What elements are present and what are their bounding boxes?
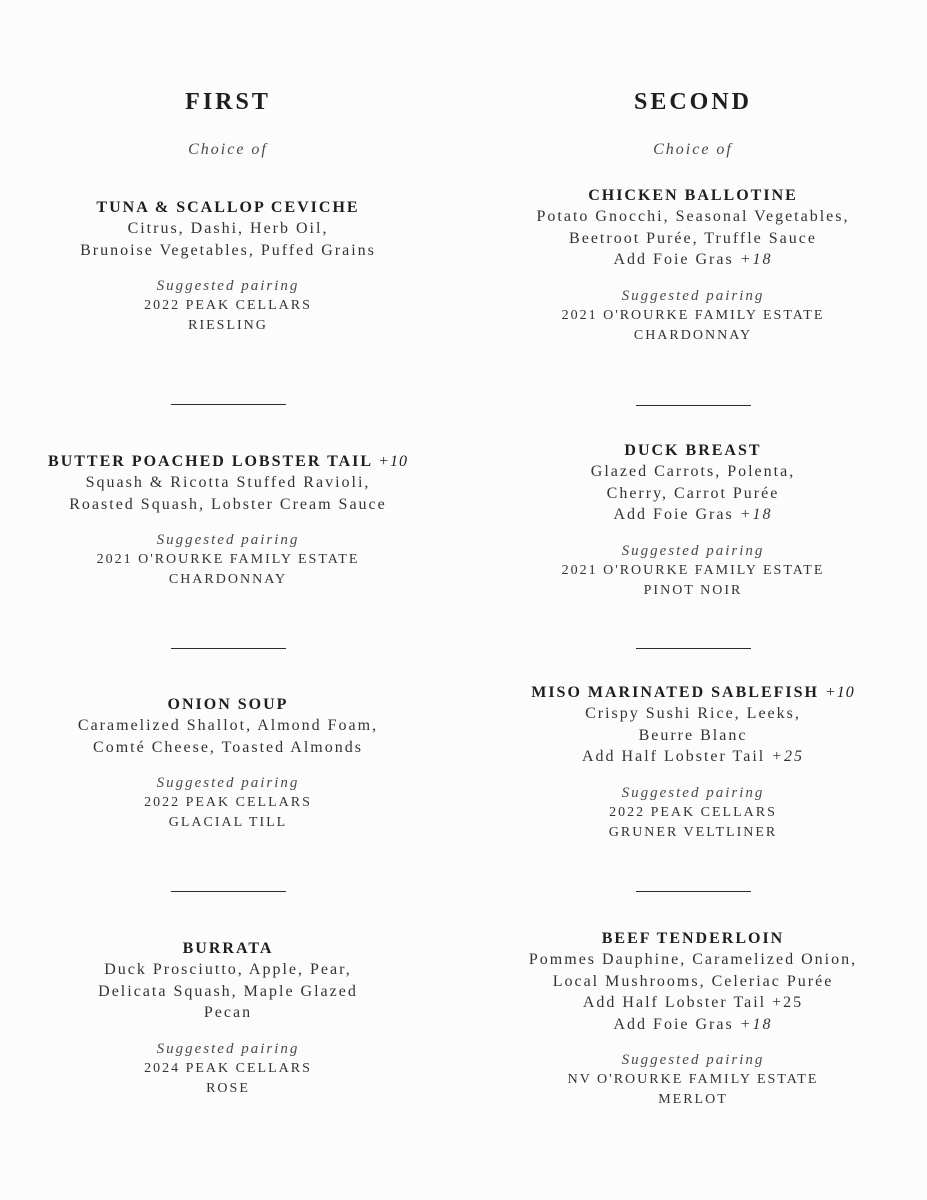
first-course-heading: FIRST	[185, 89, 271, 115]
dish-description-line: Duck Prosciutto, Apple, Pear,	[104, 961, 352, 978]
pairing-wine: 2022 PEAK CELLARS	[609, 804, 777, 820]
dish-description-line: Citrus, Dashi, Herb Oil,	[127, 220, 329, 237]
second-course-heading: SECOND	[633, 89, 753, 115]
dish-description-line: Brunoise Vegetables, Puffed Grains	[80, 241, 376, 259]
wine-pairing	[493, 1050, 893, 1110]
pairing-wine-varietal: GRUNER VELTLINER	[608, 824, 778, 840]
pairing-wine: 2022 PEAK CELLARS	[144, 298, 312, 313]
dish-description-line: Delicata Squash, Maple Glazed	[98, 982, 358, 1000]
divider	[636, 648, 751, 649]
menu-item	[28, 939, 428, 1099]
dish-description-line: Squash & Ricotta Stuffed Ravioli,	[85, 474, 371, 491]
dish-description-line: Comté Cheese, Toasted Almonds	[93, 738, 363, 756]
dish-name: BEEF TENDERLOIN	[601, 930, 785, 947]
dish-name: BUTTER POACHED LOBSTER TAIL +10	[48, 453, 408, 470]
divider	[171, 648, 286, 649]
dish-description-line: Cherry, Carrot Purée	[606, 484, 780, 502]
dish-description-line: Pommes Dauphine, Caramelized Onion,	[528, 951, 858, 968]
pairing-label: Suggested pairing	[156, 532, 300, 548]
pairing-wine: 2021 O'ROURKE FAMILY ESTATE	[561, 307, 825, 323]
pairing-wine: NV O'ROURKE FAMILY ESTATE	[567, 1072, 819, 1087]
menu-item	[493, 441, 893, 601]
menu-item	[493, 186, 893, 346]
addon-price: +25	[772, 994, 804, 1011]
wine-pairing	[28, 1039, 428, 1099]
addon-price: +18	[739, 1015, 773, 1033]
dish-name: BURRATA	[182, 940, 274, 957]
addon-price: +18	[739, 506, 773, 523]
pairing-wine-varietal: GLACIAL TILL	[168, 815, 288, 830]
pairing-wine-varietal: CHARDONNAY	[633, 327, 753, 343]
pairing-label: Suggested pairing	[156, 1040, 300, 1057]
choice-of-label: Choice of	[653, 141, 733, 158]
menu-item	[28, 695, 428, 833]
menu-item	[28, 198, 428, 336]
pairing-label: Suggested pairing	[621, 1052, 765, 1068]
wine-pairing	[28, 276, 428, 336]
pairing-wine-varietal: CHARDONNAY	[168, 572, 288, 587]
dish-addon: Add Half Lobster Tail +25	[581, 748, 804, 765]
dish-description-line: Roasted Squash, Lobster Cream Sauce	[69, 495, 387, 513]
dish-name: MISO MARINATED SABLEFISH +10	[531, 684, 855, 701]
divider	[636, 405, 751, 406]
dish-upcharge: +10	[824, 684, 855, 701]
pairing-label: Suggested pairing	[156, 775, 300, 791]
wine-pairing	[493, 783, 893, 843]
dish-name: ONION SOUP	[167, 696, 289, 713]
wine-pairing	[493, 286, 893, 346]
pairing-wine: 2022 PEAK CELLARS	[144, 795, 312, 810]
pairing-wine: 2021 O'ROURKE FAMILY ESTATE	[561, 562, 825, 578]
divider	[636, 891, 751, 892]
wine-pairing	[28, 773, 428, 833]
pairing-wine-varietal: RIESLING	[188, 318, 268, 333]
wine-pairing	[493, 541, 893, 601]
divider	[171, 891, 286, 892]
dish-name: DUCK BREAST	[624, 442, 762, 459]
pairing-wine-varietal: ROSE	[206, 1080, 250, 1096]
dish-description-line: Pecan	[203, 1004, 253, 1021]
pairing-label: Suggested pairing	[621, 287, 765, 304]
pairing-label: Suggested pairing	[156, 278, 300, 294]
pairing-wine: 2024 PEAK CELLARS	[144, 1060, 312, 1076]
menu-item	[493, 683, 893, 843]
dish-description-line: Beetroot Purée, Truffle Sauce	[569, 229, 817, 247]
menu-item	[28, 452, 428, 590]
dish-addon: Add Foie Gras +18	[613, 1015, 773, 1033]
dish-name: CHICKEN BALLOTINE	[588, 187, 798, 204]
wine-pairing	[28, 530, 428, 590]
dish-addon: Add Foie Gras +18	[613, 506, 773, 523]
dish-addon: Add Half Lobster Tail +25	[582, 994, 804, 1011]
pairing-wine: 2021 O'ROURKE FAMILY ESTATE	[96, 552, 360, 567]
dish-name: TUNA & SCALLOP CEVICHE	[96, 199, 360, 216]
addon-price: +18	[739, 251, 773, 268]
dish-description-line: Glazed Carrots, Polenta,	[590, 463, 796, 480]
pairing-wine-varietal: MERLOT	[658, 1092, 728, 1107]
pairing-wine-varietal: PINOT NOIR	[643, 582, 743, 598]
menu-item	[493, 929, 893, 1110]
dish-addon: Add Foie Gras +18	[613, 251, 773, 268]
dish-description-line: Beurre Blanc	[638, 726, 748, 744]
addon-price: +25	[771, 748, 804, 765]
dish-description-line: Potato Gnocchi, Seasonal Vegetables,	[536, 208, 850, 225]
dish-upcharge: +10	[378, 453, 408, 470]
dish-description-line: Caramelized Shallot, Almond Foam,	[77, 717, 379, 734]
pairing-label: Suggested pairing	[621, 784, 765, 801]
choice-of-label: Choice of	[188, 141, 268, 158]
dish-description-line: Crispy Sushi Rice, Leeks,	[585, 705, 801, 722]
divider	[171, 404, 286, 405]
dish-description-line: Local Mushrooms, Celeriac Purée	[552, 972, 834, 990]
pairing-label: Suggested pairing	[621, 542, 765, 559]
